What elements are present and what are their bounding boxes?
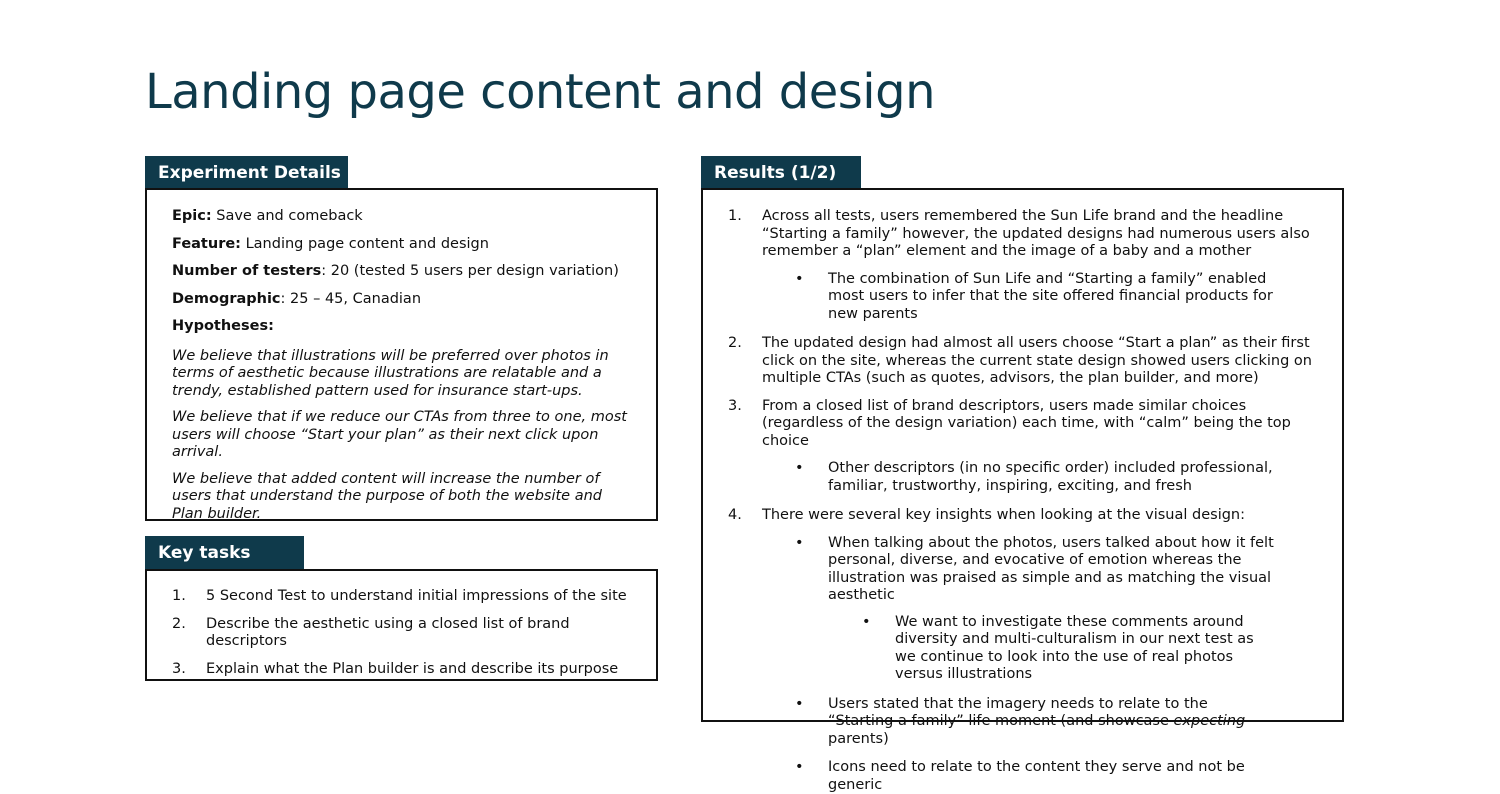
epic-value: Save and comeback [211,208,363,224]
key-tasks-panel [145,569,658,681]
hypothesis-3: We believe that added content will increase the number of users that understand the purpose of both the website and Plan builder. [172,470,602,522]
result-item [728,398,1318,451]
bullet-text: When talking about the photos, users talked about how it felt personal, diverse, and evocative of emotion whereas the illustration was praised as simple and as matching the visual aesthetic [828,534,1274,603]
results-header: Results (1/2) [701,156,861,189]
task-number: 2. [172,616,186,632]
epic-line [172,208,632,226]
result-text: The updated design had almost all users choose “Start a plan” as their first click on the site, whereas the current state design showed users clicking on multiple CTAs (such as quotes, advisors, the plan builder, and more) [762,335,1312,386]
hypothesis-1: We believe that illustrations will be preferred over photos in terms of aesthetic because illustrations are relatable and a trendy, established pattern used for insurance start-ups. [172,347,609,399]
testers-line [172,263,632,281]
bullet-dot: • [795,270,804,287]
testers-label: Number of testers [172,263,322,279]
bullet-dot: • [862,613,871,630]
bullet-text: Other descriptors (in no specific order) included professional, familiar, trustworthy, inspiring, exciting, and fresh [828,460,1273,494]
result-text: Across all tests, users remembered the Sun Life brand and the headline “Starting a family” however, the updated designs had numerous users also remember a “plan” element and the image of a baby and a mother [762,208,1310,259]
demographic-line [172,291,632,309]
result-bullet [728,535,1275,605]
experiment-details-header: Experiment Details [145,156,348,189]
result-number: 1. [728,208,742,224]
hypotheses-label: Hypotheses: [172,318,274,334]
bullet-text: We want to investigate these comments around diversity and multi-culturalism in our next test as we continue to look into the use of real photos versus illustrations [895,613,1254,682]
demographic-value: : 25 – 45, Canadian [280,290,422,307]
result-number: 3. [728,397,742,414]
result-sub-bullet [728,614,1272,684]
task-text: Describe the aesthetic using a closed list of brand descriptors [206,616,570,649]
key-tasks-header: Key tasks [145,536,304,569]
result-bullet [728,460,1280,495]
experiment-details-panel [145,188,658,521]
result-item [728,507,1318,525]
result-number: 2. [728,335,742,351]
feature-label: Feature: [172,235,241,252]
demographic-label: Demographic [172,290,281,307]
testers-value: : 20 (tested 5 users per design variation) [321,263,619,279]
bullet-text-part: parents) [828,730,889,747]
result-bullet [728,696,1275,749]
feature-line [172,236,632,254]
bullet-dot: • [795,534,804,551]
result-item [728,208,1318,261]
bullet-dot: • [795,759,804,775]
result-bullet [728,759,1275,794]
task-text: Explain what the Plan builder is and describe its purpose [206,661,619,677]
result-text: There were several key insights when looking at the visual design: [762,507,1246,523]
task-item [172,661,642,678]
epic-label: Epic: [172,208,212,224]
feature-value: Landing page content and design [240,235,489,252]
task-number: 1. [172,588,186,604]
result-bullet [728,271,1280,324]
hypothesis-2: We believe that if we reduce our CTAs from three to one, most users will choose “Start your plan” as their next click upon arrival. [172,409,627,460]
result-item [728,335,1318,388]
bullet-dot: • [795,695,804,712]
bullet-text [828,696,1275,749]
bullet-dot: • [795,460,804,476]
task-number: 3. [172,661,186,677]
task-item [172,616,642,650]
result-number: 4. [728,507,742,523]
result-text: From a closed list of brand descriptors, users made similar choices (regardless of the design variation) each time, with “calm” being the top choice [762,397,1291,449]
emphasis-text: expecting [1173,713,1246,729]
bullet-text: Icons need to relate to the content they serve and not be generic [828,759,1245,793]
task-text: 5 Second Test to understand initial impressions of the site [206,588,627,604]
task-item [172,588,642,605]
bullet-text: The combination of Sun Life and “Starting a family” enabled most users to infer that the site offered financial products for new parents [828,270,1273,322]
page-title: Landing page content and design [145,64,935,120]
results-panel [701,188,1344,793]
bullet-text-part: Users stated that the imagery needs to relate to the “Starting a family” life moment (and showcase [828,695,1208,729]
